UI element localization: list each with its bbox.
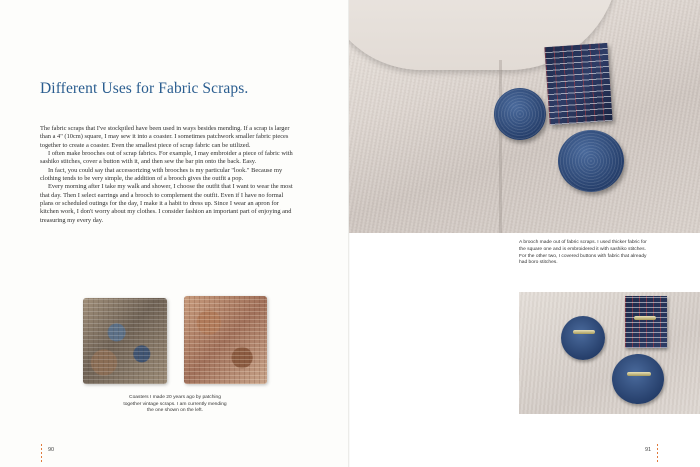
paragraph-2: I often make brooches out of scrap fabrics. For example, I may embroider a piece of fabric with sashiko stitches, cover a button with it, and then sew the bar pin onto the back. Easy. [40, 150, 293, 166]
paragraph-1: The fabric scraps that I've stockpiled have been used in ways besides mending. If a scrap is larger than a 4" (10cm) square, I may sew it into a coaster. I sometimes patchwork smaller fabric pieces together to create a coaster. Even the smallest piece of scrap fabric can be utilized. [40, 125, 290, 149]
page-number-right: 91 [645, 447, 652, 453]
brooch-back-large [612, 354, 664, 404]
body-text [40, 125, 295, 225]
paragraph-4: Every morning after I take my walk and shower, I choose the outfit that I want to wear the most that day. Then I select earrings and a brooch to complement the outfit. Even if I have no formal plans or scheduled outings for the day, I make it a habit to dress up. Since I wear an apron for kitchen work, I don't worry about my clothes. I consider fashion an important part of enjoying and treasuring my every day. [40, 183, 293, 224]
bar-pin [627, 372, 651, 376]
round-brooch-large [558, 130, 624, 192]
page-number-left: 90 [48, 447, 55, 453]
brooch-caption: A brooch made out of fabric scraps. I used thicker fabric for the square one and is embroidered it with sashiko stitches. For the other two, I covered buttons with fabric that already had boro stitches. [519, 240, 647, 266]
brooch-back-small [561, 316, 605, 360]
folio-dots-left [41, 444, 42, 462]
coaster-caption: Coasters I made 20 years ago by patching together vintage scraps. I am currently mending the one shown on the left. [123, 395, 227, 414]
brooch-back-photo [519, 292, 700, 414]
coaster-photo-left [83, 298, 167, 384]
left-page [0, 0, 349, 467]
paragraph-3: In fact, you could say that accessorizing with brooches is my particular "look." Because my clothing tends to be very simple, the addition of a brooch gives the outfit a pop. [40, 166, 283, 183]
shirt-seam [499, 60, 502, 233]
bar-pin [573, 330, 595, 334]
coaster-photo-right [184, 296, 267, 384]
page-title: Different Uses for Fabric Scraps. [40, 80, 249, 97]
round-brooch-small [494, 88, 546, 140]
square-brooch [544, 43, 612, 125]
folio-dots-right [657, 444, 658, 462]
brooch-back-square [625, 296, 667, 348]
bar-pin [634, 316, 656, 320]
